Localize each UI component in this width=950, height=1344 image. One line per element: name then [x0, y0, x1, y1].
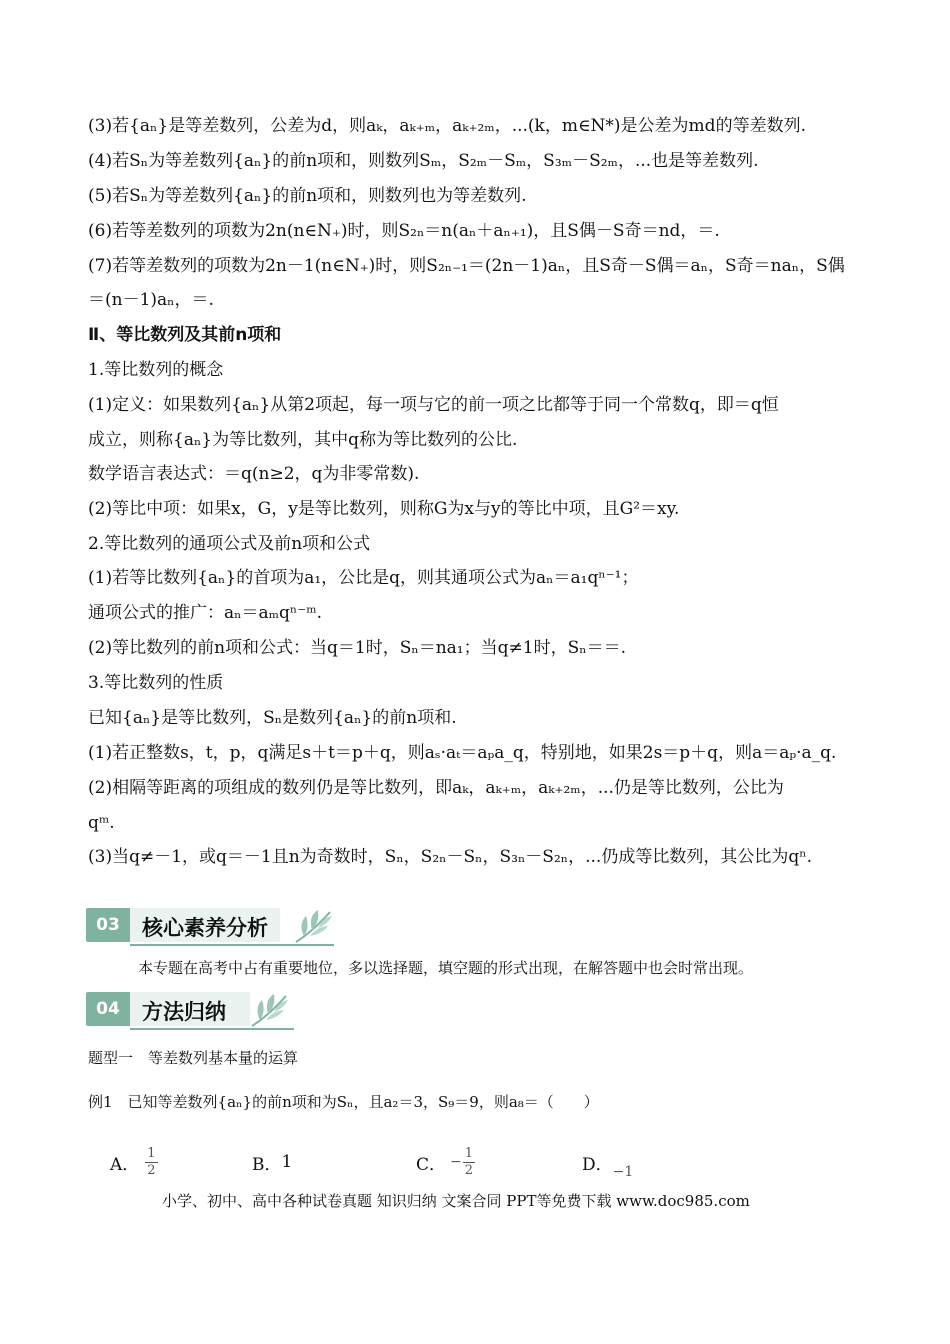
section-title: 方法归纳 [142, 1000, 226, 1024]
intro-paragraph: 本专题在高考中占有重要地位，多以选择题，填空题的形式出现，在解答题中也会时常出现。 [138, 959, 754, 977]
text-line: (3)当q≠－1，或q＝－1且n为奇数时，Sₙ，S₂ₙ－Sₙ，S₃ₙ－S₂ₙ，...仍成等比数列，其公比为qⁿ. [88, 847, 812, 867]
text-line: (1)若正整数s，t，p，q满足s＋t＝p＋q，则aₛ·aₜ＝aₚa_q，特别地，如果2s＝p＋q，则a＝aₚ·a_q. [88, 743, 837, 763]
option-value: −1 [612, 1164, 634, 1180]
fraction: $\frac{1}{2}$ [147, 1145, 156, 1178]
option-label: B． [252, 1154, 282, 1175]
section-number-badge: 04 [86, 992, 130, 1026]
section-banner-04 [86, 990, 296, 1034]
text-line: qᵐ. [88, 813, 115, 833]
text-line: (2)相隔等距离的项组成的数列仍是等比数列，即aₖ，aₖ₊ₘ，aₖ₊₂ₘ，...仍是等比数列，公比为 [88, 778, 784, 798]
option-label: C． [416, 1154, 447, 1175]
option-b[interactable] [252, 1140, 292, 1184]
text-line: (1)定义：如果数列{aₙ}从第2项起，每一项与它的前一项之比都等于同一个常数q，即＝q恒 [88, 395, 779, 415]
text-line: (5)若Sₙ为等差数列{aₙ}的前n项和，则数列也为等差数列. [88, 186, 527, 206]
text-line: 3.等比数列的性质 [88, 673, 224, 693]
text-line: (1)若等比数列{aₙ}的首项为a₁，公比是q，则其通项公式为aₙ＝a₁qⁿ⁻¹； [88, 568, 639, 588]
text-line: (7)若等差数列的项数为2n－1(n∈N₊)时，则S₂ₙ₋₁＝(2n－1)aₙ，且S奇－S偶＝aₙ，S奇＝naₙ，S偶 [88, 256, 845, 276]
section-number-badge: 03 [86, 908, 130, 942]
text-line: (6)若等差数列的项数为2n(n∈N₊)时，则S₂ₙ＝n(aₙ＋aₙ₊₁)，且S偶－S奇＝nd，＝. [88, 221, 720, 241]
option-d[interactable] [582, 1140, 633, 1184]
text-line: ＝(n－1)aₙ，＝. [88, 290, 214, 310]
leaf-icon [290, 906, 336, 946]
example-question: 例1 已知等差数列{aₙ}的前n项和为Sₙ，且a₂＝3，S₉＝9，则a₈＝（ ） [88, 1093, 599, 1111]
text-line: 数学语言表达式：＝q(n≥2，q为非零常数). [88, 464, 420, 484]
text-line: (2)等比中项：如果x，G，y是等比数列，则称G为x与y的等比中项，且G²＝xy. [88, 499, 680, 519]
question-type-title: 题型一 等差数列基本量的运算 [88, 1049, 299, 1067]
section-heading: Ⅱ、等比数列及其前n项和 [88, 325, 282, 345]
text-line: (4)若Sₙ为等差数列{aₙ}的前n项和，则数列Sₘ，S₂ₘ－Sₘ，S₃ₘ－S₂ₘ，...也是等差数列. [88, 151, 759, 171]
footer-text: 小学、初中、高中各种试卷真题 知识归纳 文案合同 PPT等免费下载 www.doc985.com [162, 1192, 750, 1210]
text-line: 1.等比数列的概念 [88, 360, 224, 380]
text-line: 通项公式的推广：aₙ＝aₘqⁿ⁻ᵐ. [88, 603, 323, 623]
section-title: 核心素养分析 [142, 916, 268, 940]
option-label: A． [110, 1154, 140, 1175]
option-value: 1 [281, 1152, 293, 1172]
option-a[interactable] [110, 1140, 158, 1184]
text-line: 成立，则称{aₙ}为等比数列，其中q称为等比数列的公比. [88, 430, 518, 450]
section-banner-03 [86, 906, 336, 950]
fraction: $\frac{1}{2}$ [464, 1145, 474, 1178]
leaf-icon [246, 990, 292, 1030]
text-line: 2.等比数列的通项公式及前n项和公式 [88, 534, 371, 554]
text-line: (2)等比数列的前n项和公式：当q＝1时，Sₙ＝na₁；当q≠1时，Sₙ＝＝. [88, 638, 626, 658]
text-line: (3)若{aₙ}是等差数列，公差为d，则aₖ，aₖ₊ₘ，aₖ₊₂ₘ，...(k，m∈N*)是公差为md的等差数列. [88, 116, 806, 136]
option-label: D． [582, 1155, 613, 1175]
text-line: 已知{aₙ}是等比数列，Sₙ是数列{aₙ}的前n项和. [88, 708, 457, 728]
option-c[interactable]: C． − $\frac{1}{2}$ [416, 1145, 474, 1178]
answer-options [110, 1140, 890, 1184]
